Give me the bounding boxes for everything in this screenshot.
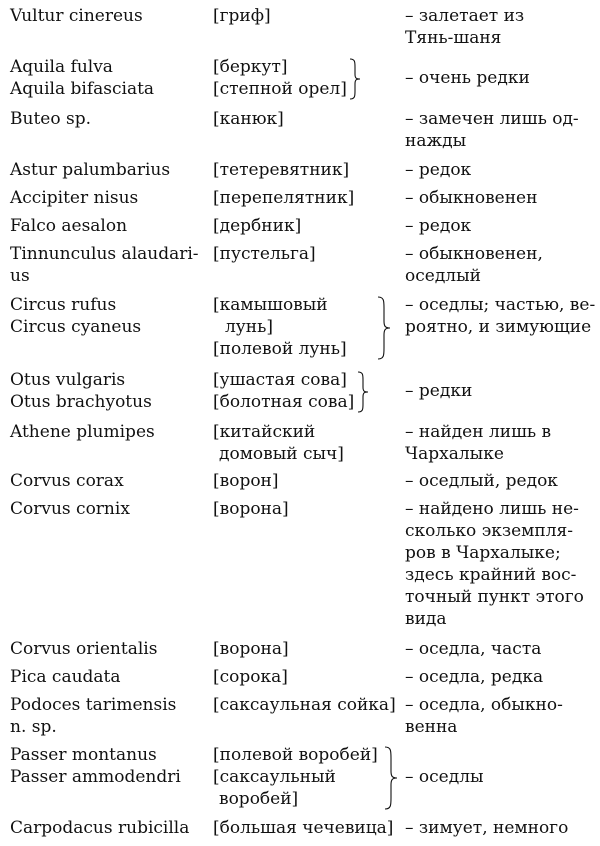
latin-name: Aquila fulva Aquila bifasciata xyxy=(10,57,155,99)
note: – залетает из Тянь-шаня xyxy=(405,6,525,48)
note: – зимует, немного xyxy=(405,818,569,838)
russian-name: [китайский домовый сыч] xyxy=(213,422,344,464)
latin-name: Podoces tarimensis n. sp. xyxy=(10,695,177,737)
latin-name: Astur palumbarius xyxy=(10,160,171,180)
russian-name: [сорока] xyxy=(213,667,288,687)
russian-name: [дербник] xyxy=(213,216,302,236)
latin-name: Otus vulgaris Otus brachyotus xyxy=(10,370,152,412)
russian-name: [ушастая сова] [болотная сова] xyxy=(213,370,355,412)
latin-name: Athene plumipes xyxy=(10,422,155,442)
latin-name: Accipiter nisus xyxy=(10,188,139,208)
note: – оседла, редка xyxy=(405,667,544,687)
russian-name: [полевой воробей] [саксаульный воробей] xyxy=(213,745,378,809)
latin-name: Pica caudata xyxy=(10,667,121,687)
note: – обыкновенен, оседлый xyxy=(405,244,543,286)
note: – оседлый, редок xyxy=(405,471,558,491)
latin-name: Buteo sp. xyxy=(10,109,91,129)
russian-name: [большая чечевица] xyxy=(213,818,394,838)
russian-name: [перепелятник] xyxy=(213,188,355,208)
latin-name: Carpodacus rubicilla xyxy=(10,818,190,838)
grouping-brace xyxy=(348,58,362,100)
latin-name: Circus rufus Circus cyaneus xyxy=(10,295,142,337)
russian-name: [тетеревятник] xyxy=(213,160,350,180)
russian-name: [ворон] xyxy=(213,471,279,491)
russian-name: [ворона] xyxy=(213,499,289,519)
latin-name: Vultur cinereus xyxy=(10,6,143,26)
russian-name: [канюк] xyxy=(213,109,284,129)
note: – редок xyxy=(405,216,472,236)
grouping-brace xyxy=(356,371,370,413)
note: – обыкновенен xyxy=(405,188,538,208)
russian-name: [камышовый лунь] [полевой лунь] xyxy=(213,295,347,359)
grouping-brace xyxy=(383,746,399,810)
latin-name: Corvus corax xyxy=(10,471,124,491)
note: – редок xyxy=(405,160,472,180)
note: – найдено лишь не- сколько экземпля- ров в Чархалыке; здесь крайний вос- точный пункт этого вида xyxy=(405,499,584,629)
latin-name: Falco aesalon xyxy=(10,216,128,236)
note: – замечен лишь од- нажды xyxy=(405,109,579,151)
note: – оседлы xyxy=(405,767,484,787)
note: – найден лишь в Чархалыке xyxy=(405,422,552,464)
russian-name: [ворона] xyxy=(213,639,289,659)
note: – оседла, часта xyxy=(405,639,542,659)
note: – оседла, обыкно- венна xyxy=(405,695,563,737)
latin-name: Tinnunculus alaudari- us xyxy=(10,244,199,286)
grouping-brace xyxy=(376,296,392,360)
latin-name: Corvus orientalis xyxy=(10,639,158,659)
note: – оседлы; частью, ве- роятно, и зимующие xyxy=(405,295,596,337)
note: – редки xyxy=(405,381,473,401)
russian-name: [пустельга] xyxy=(213,244,316,264)
russian-name: [гриф] xyxy=(213,6,271,26)
russian-name: [саксаульная сойка] xyxy=(213,695,396,715)
latin-name: Passer montanus Passer ammodendri xyxy=(10,745,181,787)
russian-name: [беркут] [степной орел] xyxy=(213,57,347,99)
note: – очень редки xyxy=(405,68,530,88)
latin-name: Corvus cornix xyxy=(10,499,130,519)
